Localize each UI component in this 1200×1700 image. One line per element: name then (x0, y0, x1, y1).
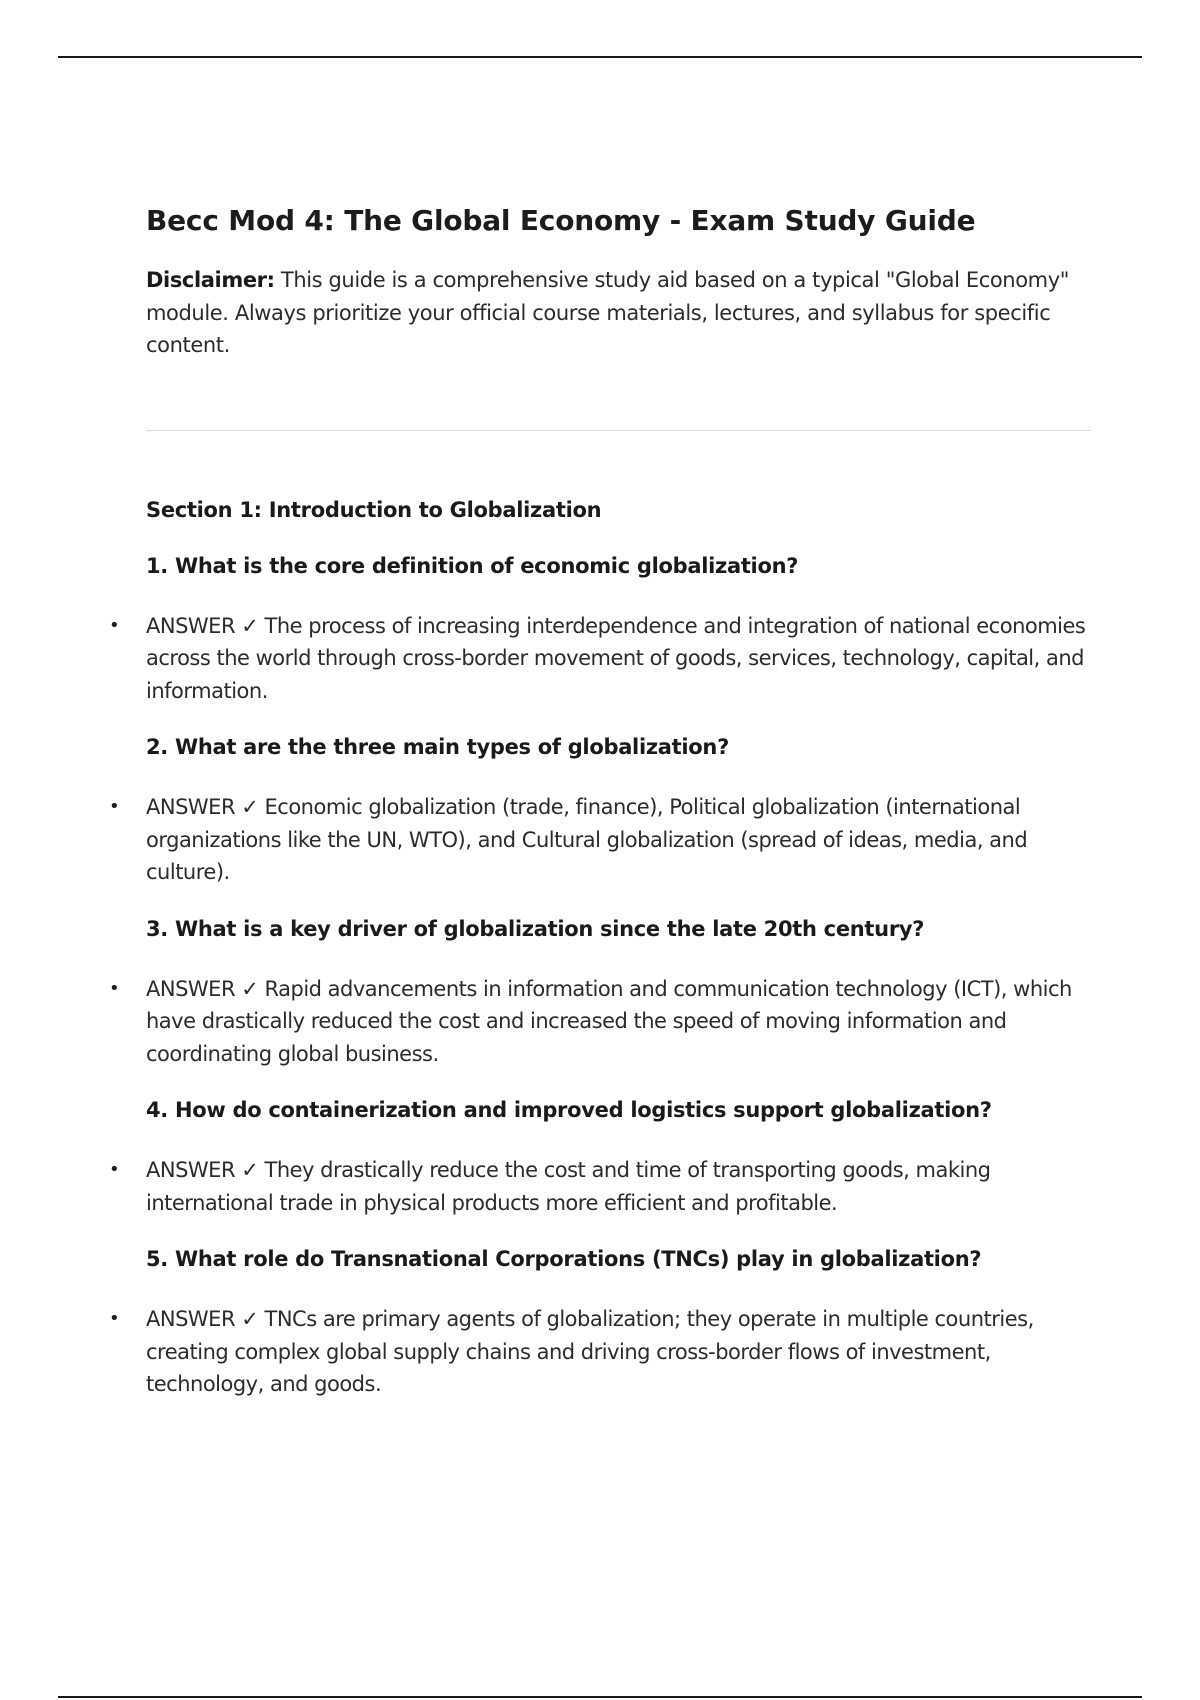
answer-text: TNCs are primary agents of globalization; they operate in multiple countries, creating complex global supply chains and driving cross-border flows of investment, technology, and goods. (146, 1307, 1034, 1396)
question-1: 1. What is the core definition of economic globalization? (146, 553, 799, 578)
disclaimer-label: Disclaimer: (146, 268, 275, 292)
checkmark-icon: ✓ (241, 795, 259, 819)
qa-item-3 (109, 913, 1091, 1071)
checkmark-icon: ✓ (241, 1307, 259, 1331)
bullet-icon: • (109, 977, 120, 999)
bullet-icon: • (109, 1159, 120, 1180)
answer-label: ANSWER (146, 1307, 236, 1331)
answer-label: ANSWER (146, 1158, 236, 1182)
qa-item-5 (109, 1243, 1091, 1401)
qa-item-1 (109, 550, 1091, 708)
qa-item-2 (109, 731, 1091, 889)
answer-2 (109, 791, 1091, 889)
answer-list-2 (109, 791, 1091, 889)
answer-3 (109, 973, 1091, 1071)
answer-label: ANSWER (146, 795, 236, 819)
answer-list-1 (109, 610, 1091, 708)
answer-text: The process of increasing interdependence and integration of national economies across the world through cross-border movement of goods, services, technology, capital, and information. (146, 613, 1086, 703)
question-2: 2. What are the three main types of globalization? (146, 735, 729, 759)
answer-4 (109, 1154, 1091, 1219)
document-body (109, 198, 1091, 1401)
question-3: 3. What is a key driver of globalization since the late 20th century? (146, 916, 925, 941)
section-heading: Section 1: Introduction to Globalization (146, 497, 602, 522)
section-divider (146, 430, 1091, 431)
answer-5 (109, 1303, 1091, 1401)
bullet-icon: • (109, 614, 120, 636)
disclaimer-text: This guide is a comprehensive study aid based on a typical "Global Economy" module. Always prioritize your official course materials, lectures, and syllabus for specific content. (146, 268, 1069, 357)
answer-text: They drastically reduce the cost and time of transporting goods, making international trade in physical products more efficient and profitable. (146, 1158, 991, 1215)
disclaimer (146, 264, 1091, 362)
checkmark-icon: ✓ (241, 976, 259, 1001)
bullet-icon: • (109, 796, 120, 817)
answer-1 (109, 610, 1091, 708)
answer-text: Economic globalization (trade, finance), Political globalization (international organizations like the UN, WTO), and Cultural globalization (spread of ideas, media, and culture). (146, 795, 1028, 884)
answer-label: ANSWER (146, 976, 236, 1001)
answer-list-5 (109, 1303, 1091, 1401)
document-title: Becc Mod 4: The Global Economy - Exam Study Guide (146, 204, 976, 237)
answer-label: ANSWER (146, 613, 236, 638)
question-5: 5. What role do Transnational Corporations (TNCs) play in globalization? (146, 1247, 982, 1271)
answer-list-4 (109, 1154, 1091, 1219)
answer-text: Rapid advancements in information and communication technology (ICT), which have drastically reduced the cost and increased the speed of moving information and coordinating global business. (146, 976, 1072, 1066)
bullet-icon: • (109, 1308, 120, 1329)
answer-list-3 (109, 973, 1091, 1071)
question-4: 4. How do containerization and improved logistics support globalization? (146, 1098, 992, 1122)
checkmark-icon: ✓ (241, 613, 259, 638)
page-top-rule (58, 56, 1142, 58)
page-bottom-rule (58, 1696, 1142, 1698)
checkmark-icon: ✓ (241, 1158, 259, 1182)
qa-item-4 (109, 1094, 1091, 1219)
